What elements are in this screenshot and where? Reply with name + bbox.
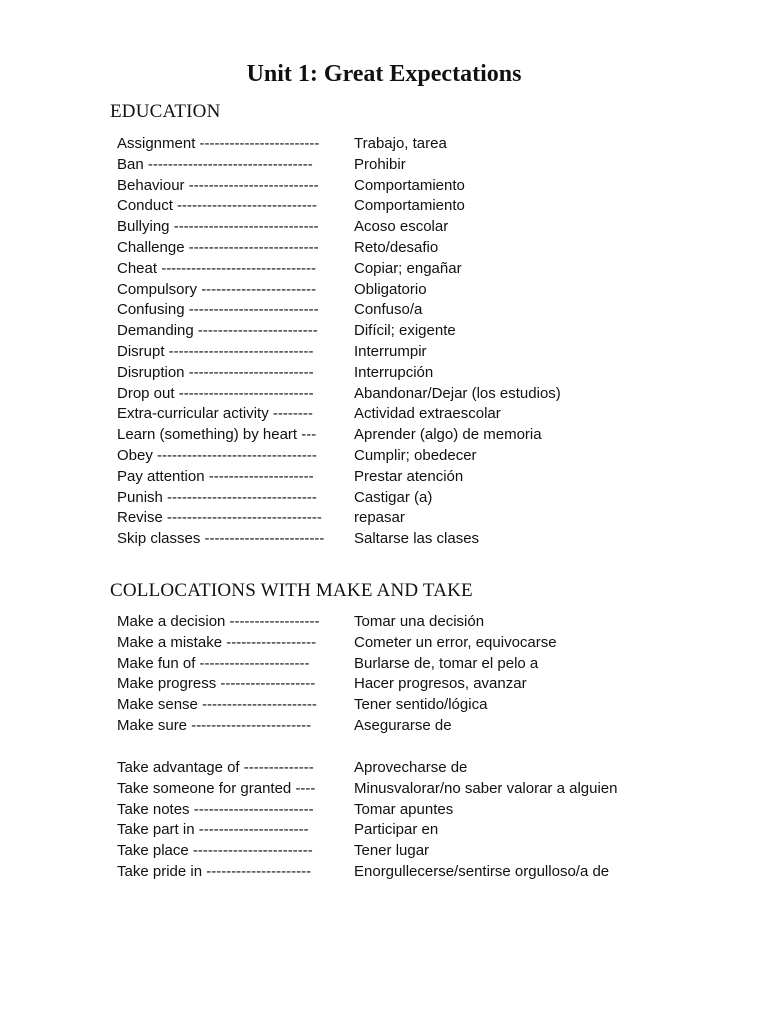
vocab-row <box>117 321 677 342</box>
vocab-row <box>117 800 677 821</box>
vocab-translation: Enorgullecerse/sentirse orgulloso/a de <box>354 862 610 880</box>
vocab-translation: Aprovecharse de <box>354 759 468 776</box>
vocab-row <box>117 384 677 405</box>
vocab-term: Cheat ------------------------------- <box>117 259 317 277</box>
vocab-translation: Difícil; exigente <box>354 322 456 340</box>
vocab-translation: Participar en <box>354 821 439 839</box>
vocab-translation: Prohibir <box>354 155 406 173</box>
vocab-translation: Actividad extraescolar <box>354 405 501 423</box>
vocab-row <box>117 259 677 280</box>
vocab-term: Take place ------------------------ <box>117 842 313 860</box>
vocab-translation: Cometer un error, equivocarse <box>354 633 557 651</box>
vocab-translation: Trabajo, tarea <box>354 135 447 152</box>
take-collocations-list <box>117 758 677 883</box>
vocab-translation: Abandonar/Dejar (los estudios) <box>354 384 561 402</box>
vocab-term: Demanding ------------------------ <box>117 322 318 340</box>
vocab-translation: Burlarse de, tomar el pelo a <box>354 654 539 672</box>
vocab-row <box>117 300 677 321</box>
vocab-translation: Interrupción <box>354 363 434 381</box>
vocab-translation: Tener lugar <box>354 842 430 860</box>
vocab-row <box>117 404 677 425</box>
vocab-translation: Asegurarse de <box>354 716 452 734</box>
vocab-term: Make fun of ---------------------- <box>117 654 310 672</box>
vocab-row <box>117 612 677 633</box>
vocab-row <box>117 217 677 238</box>
vocab-translation: Reto/desafio <box>354 238 439 256</box>
vocab-translation: Tomar una decisión <box>354 613 485 630</box>
vocab-term: Take part in ---------------------- <box>117 821 309 839</box>
vocab-term: Make a decision ------------------ <box>117 613 320 630</box>
vocab-term: Skip classes ------------------------ <box>117 530 325 548</box>
vocab-row <box>117 633 677 654</box>
vocab-translation: Castigar (a) <box>354 488 433 506</box>
vocab-row <box>117 134 677 155</box>
vocab-translation: Aprender (algo) de memoria <box>354 426 542 444</box>
vocab-translation: Tomar apuntes <box>354 800 454 818</box>
vocab-term: Pay attention --------------------- <box>117 467 314 485</box>
vocab-translation: Prestar atención <box>354 467 464 485</box>
vocab-row <box>117 238 677 259</box>
vocab-term: Extra-curricular activity -------- <box>117 405 313 423</box>
vocab-translation: Confuso/a <box>354 301 423 319</box>
vocab-term: Disrupt ----------------------------- <box>117 342 314 360</box>
vocab-translation: Interrumpir <box>354 342 427 360</box>
education-vocab-list <box>117 134 677 550</box>
vocab-term: Take someone for granted ---- <box>117 779 316 797</box>
vocab-row <box>117 758 677 779</box>
vocab-row <box>117 280 677 301</box>
vocab-row <box>117 488 677 509</box>
vocab-translation: Acoso escolar <box>354 218 449 236</box>
vocab-row <box>117 695 677 716</box>
vocab-term: Conduct ---------------------------- <box>117 197 317 215</box>
vocab-row <box>117 363 677 384</box>
vocab-row <box>117 820 677 841</box>
vocab-translation: Comportamiento <box>354 197 465 215</box>
vocab-term: Drop out --------------------------- <box>117 384 314 402</box>
vocab-row <box>117 841 677 862</box>
vocab-row <box>117 446 677 467</box>
vocab-row <box>117 716 677 737</box>
vocab-translation: repasar <box>354 509 405 527</box>
vocab-translation: Comportamiento <box>354 176 465 194</box>
vocab-translation: Tener sentido/lógica <box>354 696 488 714</box>
section-heading-education: EDUCATION <box>110 101 221 122</box>
vocab-term: Assignment ------------------------ <box>117 135 320 152</box>
vocab-term: Make progress ------------------- <box>117 675 316 693</box>
vocab-term: Ban --------------------------------- <box>117 155 313 173</box>
vocab-term: Punish ------------------------------ <box>117 488 317 506</box>
vocab-term: Revise ------------------------------- <box>117 509 322 527</box>
vocab-row <box>117 425 677 446</box>
vocab-term: Confusing -------------------------- <box>117 301 319 319</box>
vocab-term: Make sure ------------------------ <box>117 716 312 734</box>
vocab-row <box>117 467 677 488</box>
vocab-translation: Copiar; engañar <box>354 259 462 277</box>
vocab-translation: Hacer progresos, avanzar <box>354 675 527 693</box>
make-collocations-list <box>117 612 677 737</box>
vocab-translation: Cumplir; obedecer <box>354 446 477 464</box>
page-title: Unit 1: Great Expectations <box>246 61 522 87</box>
section-heading-collocations: COLLOCATIONS WITH MAKE AND TAKE <box>110 580 473 601</box>
vocab-row <box>117 529 677 550</box>
vocab-row <box>117 342 677 363</box>
vocab-term: Take notes ------------------------ <box>117 800 314 818</box>
vocab-translation: Obligatorio <box>354 280 427 298</box>
vocab-term: Take pride in --------------------- <box>117 862 312 880</box>
vocab-term: Disruption ------------------------- <box>117 363 314 381</box>
vocab-row <box>117 862 677 883</box>
vocab-term: Make sense ----------------------- <box>117 696 317 714</box>
vocab-term: Behaviour -------------------------- <box>117 176 319 194</box>
vocab-term: Obey -------------------------------- <box>117 446 317 464</box>
vocab-row <box>117 176 677 197</box>
vocab-term: Take advantage of -------------- <box>117 759 314 776</box>
vocab-term: Make a mistake ------------------ <box>117 633 317 651</box>
vocab-term: Bullying ----------------------------- <box>117 218 319 236</box>
vocab-row <box>117 654 677 675</box>
vocab-translation: Minusvalorar/no saber valorar a alguien <box>354 779 618 797</box>
vocab-translation: Saltarse las clases <box>354 530 480 548</box>
vocab-row <box>117 508 677 529</box>
vocab-row <box>117 196 677 217</box>
vocab-row <box>117 779 677 800</box>
vocab-term: Learn (something) by heart --- <box>117 426 317 444</box>
vocab-row <box>117 674 677 695</box>
vocab-term: Challenge -------------------------- <box>117 238 319 256</box>
vocab-term: Compulsory ----------------------- <box>117 280 317 298</box>
vocab-row <box>117 155 677 176</box>
